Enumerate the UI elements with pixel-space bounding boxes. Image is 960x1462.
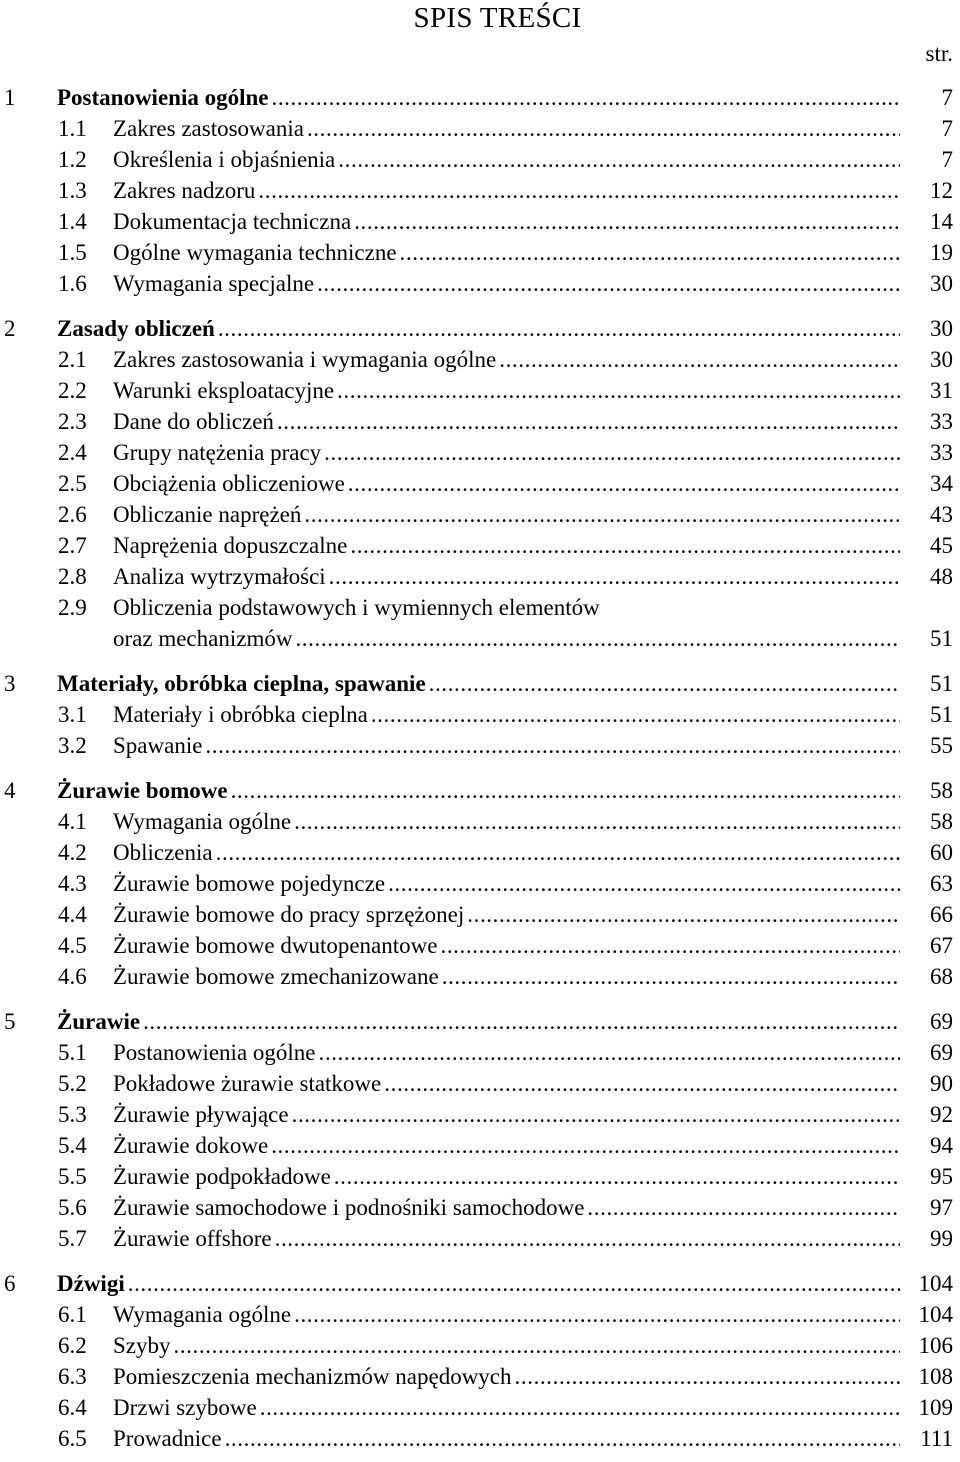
dot-leader (319, 1037, 901, 1068)
toc-title-continuation: oraz mechanizmów (113, 626, 293, 651)
dot-leader (128, 1268, 900, 1299)
toc-subsection[interactable] (0, 1099, 960, 1130)
toc-page-number: 34 (930, 471, 953, 496)
page-column-label: str. (925, 41, 953, 66)
toc-page-number: 69 (930, 1040, 953, 1065)
toc-page-number: 31 (930, 378, 953, 403)
toc-subsection[interactable] (0, 1068, 960, 1099)
toc-title: Żurawie (57, 1009, 141, 1034)
toc-number: 2.6 (58, 502, 87, 527)
toc-title: Wymagania ogólne (113, 1302, 292, 1327)
toc-title: Spawanie (113, 733, 203, 758)
dot-leader (317, 268, 900, 299)
toc-page-number: 33 (930, 409, 953, 434)
toc-page-number: 94 (930, 1133, 953, 1158)
toc-subsection[interactable] (0, 730, 960, 761)
toc-subsection[interactable] (0, 1223, 960, 1254)
toc-page-number: 7 (941, 116, 953, 141)
toc-section[interactable] (0, 1268, 960, 1299)
toc-page-number: 106 (918, 1333, 953, 1358)
toc-number: 4 (4, 778, 16, 803)
toc-subsection[interactable] (0, 437, 960, 468)
toc-number: 2.1 (58, 347, 87, 372)
dot-leader (271, 1130, 900, 1161)
toc-subsection[interactable] (0, 1423, 960, 1454)
toc-page-number: 111 (920, 1426, 953, 1451)
table-of-contents (0, 82, 960, 1454)
toc-number: 6.5 (58, 1426, 87, 1451)
toc-title: Zakres zastosowania i wymagania ogólne (113, 347, 497, 372)
dot-leader (467, 899, 900, 930)
toc-subsection[interactable] (0, 206, 960, 237)
toc-number: 4.2 (58, 840, 87, 865)
toc-title: Postanowienia ogólne (57, 85, 269, 110)
toc-number: 6.4 (58, 1395, 87, 1420)
toc-title: Określenia i objaśnienia (113, 147, 336, 172)
dot-leader (277, 406, 900, 437)
toc-page-number: 7 (941, 147, 953, 172)
toc-subsection-continuation[interactable] (0, 623, 960, 654)
dot-leader (294, 806, 900, 837)
toc-number: 3 (4, 671, 16, 696)
toc-number: 5.6 (58, 1195, 87, 1220)
toc-page-number: 90 (930, 1071, 953, 1096)
toc-page-number: 30 (930, 316, 953, 341)
toc-number: 6 (4, 1271, 16, 1296)
dot-leader (442, 961, 900, 992)
toc-page-number: 60 (930, 840, 953, 865)
toc-title: Pomieszczenia mechanizmów napędowych (113, 1364, 512, 1389)
toc-title: Żurawie bomowe do pracy sprzężonej (113, 902, 465, 927)
toc-number: 6.1 (58, 1302, 87, 1327)
toc-section[interactable] (0, 668, 960, 699)
dot-leader (587, 1192, 900, 1223)
dot-leader (258, 175, 900, 206)
toc-title: Obliczenia (113, 840, 213, 865)
toc-title: Warunki eksploatacyjne (113, 378, 335, 403)
toc-subsection[interactable] (0, 499, 960, 530)
dot-leader (231, 775, 900, 806)
toc-number: 5.7 (58, 1226, 87, 1251)
dot-leader (143, 1006, 900, 1037)
toc-number: 1.6 (58, 271, 87, 296)
toc-title: Żurawie pływające (113, 1102, 289, 1127)
toc-subsection[interactable] (0, 961, 960, 992)
toc-subsection[interactable] (0, 1192, 960, 1223)
toc-number: 5 (4, 1009, 16, 1034)
toc-page-number: 99 (930, 1226, 953, 1251)
toc-page-number: 97 (930, 1195, 953, 1220)
toc-subsection[interactable] (0, 144, 960, 175)
toc-subsection[interactable] (0, 237, 960, 268)
toc-number: 5.4 (58, 1133, 87, 1158)
toc-title: Żurawie podpokładowe (113, 1164, 331, 1189)
toc-title: Obliczanie naprężeń (113, 502, 302, 527)
dot-leader (275, 1223, 900, 1254)
toc-title: Dokumentacja techniczna (113, 209, 352, 234)
toc-number: 2.7 (58, 533, 87, 558)
toc-section[interactable] (0, 313, 960, 344)
toc-page-number: 67 (930, 933, 953, 958)
dot-leader (384, 1068, 900, 1099)
toc-number: 4.6 (58, 964, 87, 989)
dot-leader (371, 699, 900, 730)
toc-number: 6.2 (58, 1333, 87, 1358)
dot-leader (329, 561, 900, 592)
toc-title: Żurawie dokowe (113, 1133, 269, 1158)
dot-leader (400, 237, 900, 268)
toc-title: Materiały i obróbka cieplna (113, 702, 368, 727)
toc-title: Pokładowe żurawie statkowe (113, 1071, 382, 1096)
toc-title: Zakres zastosowania (113, 116, 304, 141)
toc-page-number: 19 (930, 240, 953, 265)
toc-title: Prowadnice (113, 1426, 222, 1451)
toc-title: Wymagania ogólne (113, 809, 292, 834)
toc-title: Żurawie bomowe pojedyncze (113, 871, 386, 896)
toc-number: 2.3 (58, 409, 87, 434)
toc-subsection[interactable] (0, 899, 960, 930)
toc-number: 1.1 (58, 116, 87, 141)
dot-leader (338, 144, 900, 175)
toc-number: 2.4 (58, 440, 87, 465)
toc-page-number: 30 (930, 271, 953, 296)
toc-page-number: 51 (930, 671, 953, 696)
toc-number: 5.2 (58, 1071, 87, 1096)
dot-leader (295, 623, 900, 654)
toc-subsection[interactable] (0, 406, 960, 437)
toc-subsection[interactable] (0, 930, 960, 961)
toc-subsection[interactable] (0, 175, 960, 206)
toc-number: 4.3 (58, 871, 87, 896)
toc-subsection[interactable] (0, 530, 960, 561)
dot-leader (216, 837, 900, 868)
dot-leader (515, 1361, 900, 1392)
toc-subsection[interactable] (0, 375, 960, 406)
dot-leader (225, 1423, 900, 1454)
toc-title: Naprężenia dopuszczalne (113, 533, 348, 558)
toc-number: 5.1 (58, 1040, 87, 1065)
toc-title: Wymagania specjalne (113, 271, 315, 296)
toc-number: 1.3 (58, 178, 87, 203)
toc-number: 2.5 (58, 471, 87, 496)
toc-subsection[interactable] (0, 268, 960, 299)
toc-page-number: 108 (918, 1364, 953, 1389)
toc-title: Żurawie bomowe dwutopenantowe (113, 933, 438, 958)
dot-leader (324, 437, 900, 468)
toc-page-number: 58 (930, 809, 953, 834)
toc-title: Szyby (113, 1333, 171, 1358)
dot-leader (294, 1299, 900, 1330)
toc-page-number: 30 (930, 347, 953, 372)
toc-number: 2.2 (58, 378, 87, 403)
toc-subsection[interactable] (0, 1037, 960, 1068)
toc-number: 2 (4, 316, 16, 341)
toc-subsection[interactable] (0, 868, 960, 899)
toc-title: Żurawie samochodowe i podnośniki samochodowe (113, 1195, 585, 1220)
toc-title: Zasady obliczeń (57, 316, 215, 341)
toc-page-number: 104 (918, 1302, 953, 1327)
toc-page-number: 63 (930, 871, 953, 896)
toc-subsection[interactable] (0, 699, 960, 730)
dot-leader (348, 468, 900, 499)
dot-leader (292, 1099, 900, 1130)
toc-subsection[interactable] (0, 1330, 960, 1361)
toc-page-number: 33 (930, 440, 953, 465)
dot-leader (304, 499, 900, 530)
toc-title: Zakres nadzoru (113, 178, 256, 203)
toc-page-number: 92 (930, 1102, 953, 1127)
toc-page-number: 69 (930, 1009, 953, 1034)
toc-subsection[interactable] (0, 837, 960, 868)
toc-page-number: 51 (930, 626, 953, 651)
toc-title: Żurawie bomowe zmechanizowane (113, 964, 439, 989)
toc-number: 6.3 (58, 1364, 87, 1389)
toc-page-number: 104 (918, 1271, 953, 1296)
toc-number: 3.1 (58, 702, 87, 727)
toc-subsection[interactable] (0, 1392, 960, 1423)
toc-page-number: 68 (930, 964, 953, 989)
toc-page-number: 7 (941, 85, 953, 110)
toc-number: 1.4 (58, 209, 87, 234)
toc-page-number: 66 (930, 902, 953, 927)
toc-subsection[interactable] (0, 1130, 960, 1161)
toc-page-number: 43 (930, 502, 953, 527)
dot-leader (499, 344, 900, 375)
dot-leader (334, 1161, 900, 1192)
dot-leader (271, 82, 900, 113)
toc-number: 3.2 (58, 733, 87, 758)
dot-leader (307, 113, 900, 144)
toc-title: Analiza wytrzymałości (113, 564, 326, 589)
page-title: SPIS TREŚCI (413, 2, 582, 34)
toc-title: Żurawie offshore (113, 1226, 272, 1251)
toc-title: Obliczenia podstawowych i wymiennych elementów (113, 595, 600, 620)
dot-leader (218, 313, 900, 344)
toc-page-number: 12 (930, 178, 953, 203)
toc-section[interactable] (0, 82, 960, 113)
toc-title: Obciążenia obliczeniowe (113, 471, 345, 496)
toc-number: 1 (4, 85, 16, 110)
toc-page-number: 95 (930, 1164, 953, 1189)
toc-page-number: 45 (930, 533, 953, 558)
toc-number: 5.3 (58, 1102, 87, 1127)
toc-number: 5.5 (58, 1164, 87, 1189)
dot-leader (388, 868, 900, 899)
dot-leader (205, 730, 900, 761)
toc-subsection[interactable] (0, 1299, 960, 1330)
toc-number: 2.9 (58, 595, 87, 620)
dot-leader (174, 1330, 901, 1361)
dot-leader (337, 375, 900, 406)
dot-leader (354, 206, 900, 237)
toc-page-number: 58 (930, 778, 953, 803)
toc-section[interactable] (0, 1006, 960, 1037)
toc-title: Drzwi szybowe (113, 1395, 257, 1420)
dot-leader (429, 668, 900, 699)
toc-title: Grupy natężenia pracy (113, 440, 322, 465)
toc-page-number: 109 (918, 1395, 953, 1420)
toc-title: Żurawie bomowe (57, 778, 228, 803)
toc-section[interactable] (0, 775, 960, 806)
toc-page-number: 14 (930, 209, 953, 234)
toc-number: 4.4 (58, 902, 87, 927)
toc-page-number: 55 (930, 733, 953, 758)
toc-title: Materiały, obróbka cieplna, spawanie (57, 671, 426, 696)
dot-leader (440, 930, 900, 961)
toc-subsection[interactable] (0, 468, 960, 499)
toc-title: Dźwigi (57, 1271, 125, 1296)
toc-page-number: 51 (930, 702, 953, 727)
toc-page-number: 48 (930, 564, 953, 589)
toc-subsection[interactable] (0, 1161, 960, 1192)
toc-number: 1.5 (58, 240, 87, 265)
toc-subsection[interactable] (0, 113, 960, 144)
toc-subsection[interactable] (0, 344, 960, 375)
dot-leader (260, 1392, 900, 1423)
toc-title: Ogólne wymagania techniczne (113, 240, 397, 265)
toc-title: Postanowienia ogólne (113, 1040, 316, 1065)
toc-number: 4.5 (58, 933, 87, 958)
toc-subsection[interactable] (0, 561, 960, 592)
dot-leader (350, 530, 900, 561)
toc-subsection[interactable] (0, 1361, 960, 1392)
toc-subsection[interactable] (0, 592, 960, 623)
toc-number: 4.1 (58, 809, 87, 834)
toc-subsection[interactable] (0, 806, 960, 837)
toc-number: 1.2 (58, 147, 87, 172)
toc-number: 2.8 (58, 564, 87, 589)
toc-title: Dane do obliczeń (113, 409, 274, 434)
